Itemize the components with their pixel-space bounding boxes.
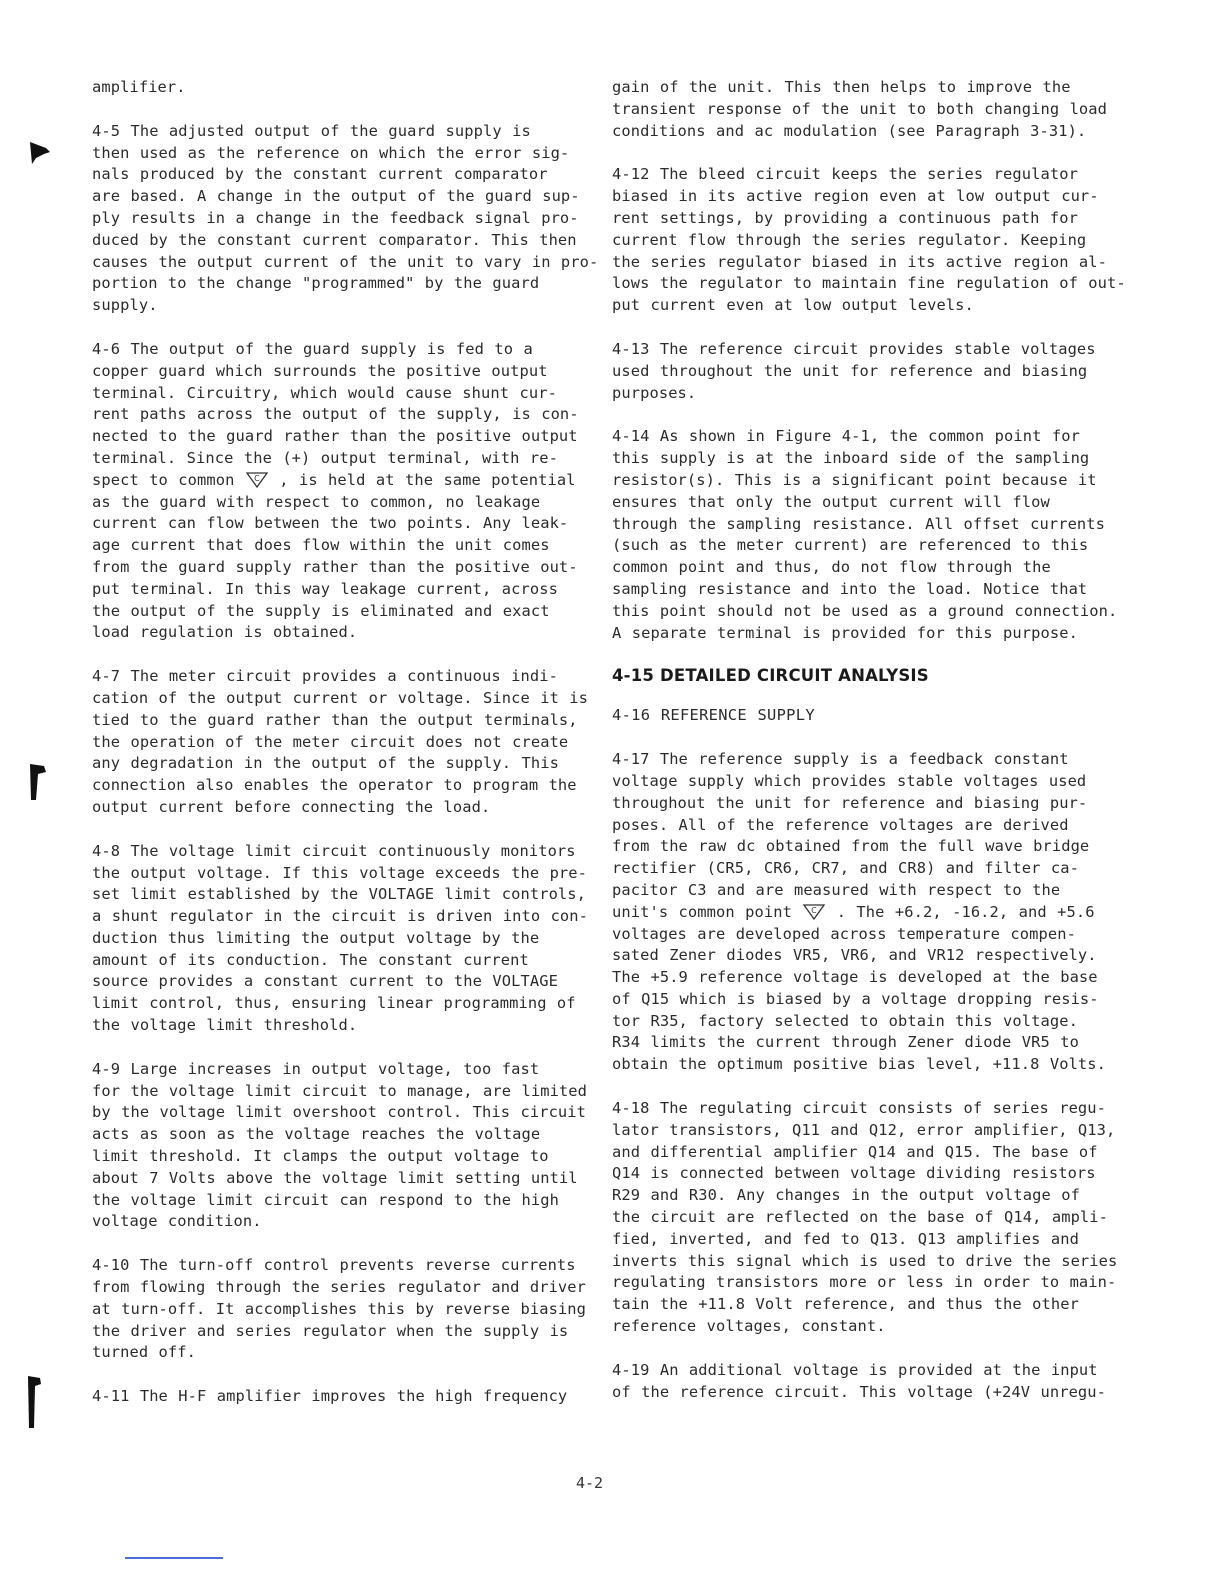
text-line: current can flow between the two points. Any leak- xyxy=(92,514,569,533)
paragraph-p-amplifier xyxy=(92,77,584,99)
text-line: pacitor C3 and are measured with respect to the xyxy=(612,880,1061,899)
text-line: put terminal. In this way leakage current, across xyxy=(92,579,558,598)
binder-mark-bottom xyxy=(26,1372,56,1434)
text-line: 4-18 The regulating circuit consists of series regu- xyxy=(612,1099,1107,1118)
text-line: A separate terminal is provided for this purpose. xyxy=(612,623,1078,642)
svg-text:C: C xyxy=(811,906,818,916)
text-line: from the raw dc obtained from the full wave bridge xyxy=(612,837,1090,856)
text-line: 4-13 The reference circuit provides stable voltages xyxy=(612,339,1096,358)
text-line: rent settings, by providing a continuous path for xyxy=(612,208,1078,227)
text-line: turned off. xyxy=(92,1343,197,1362)
text-line: copper guard which surrounds the positive output xyxy=(92,361,548,380)
text-line: this point should not be used as a ground connection. xyxy=(612,601,1118,620)
text-line: by the voltage limit overshoot control. This circuit xyxy=(92,1103,587,1122)
text-line: supply. xyxy=(92,296,158,315)
text-line: rent paths across the output of the supply, is con- xyxy=(92,405,579,424)
text-line: rectifier (CR5, CR6, CR7, and CR8) and filter ca- xyxy=(612,859,1079,878)
text-line: 4-17 The reference supply is a feedback constant xyxy=(612,750,1069,769)
text-line: a shunt regulator in the circuit is driven into con- xyxy=(92,907,589,926)
text-line: are based. A change in the output of the guard sup- xyxy=(92,187,580,206)
text-line: sampling resistance and into the load. Notice that xyxy=(612,579,1088,598)
text-line: the series regulator biased in its active region al- xyxy=(612,252,1108,271)
text-line: connection also enables the operator to program the xyxy=(92,776,577,795)
text-line: common point and thus, do not flow through the xyxy=(612,558,1051,577)
text-line: duction thus limiting the output voltage by the xyxy=(92,928,540,947)
paragraph-p-4-17 xyxy=(612,749,1112,1076)
text-line: the voltage limit threshold. xyxy=(92,1016,358,1035)
text-line: duced by the constant current comparator. This then xyxy=(92,230,577,249)
text-line: age current that does flow within the unit comes xyxy=(92,536,550,555)
text-line: used throughout the unit for reference and biasing xyxy=(612,361,1088,380)
text-line: unit's common point C . The +6.2, -16.2, and +5.6 xyxy=(612,902,1095,921)
paragraph-p-4-5 xyxy=(92,121,599,317)
text-line: the driver and series regulator when the supply is xyxy=(92,1321,569,1340)
text-line: poses. All of the reference voltages are derived xyxy=(612,815,1069,834)
paragraph-p-4-10 xyxy=(92,1255,587,1364)
text-line: of the reference circuit. This voltage (+24V unregu- xyxy=(612,1382,1107,1401)
text-line: limit control, thus, ensuring linear programming of xyxy=(92,994,576,1013)
text-line: spect to common C , is held at the same potential xyxy=(92,470,576,489)
text-line: the output of the supply is eliminated and exact xyxy=(92,601,550,620)
text-line: the output voltage. If this voltage exceeds the pre- xyxy=(92,863,588,882)
svg-text:C: C xyxy=(254,474,260,484)
text-line: then used as the reference on which the error sig- xyxy=(92,143,570,162)
left-column xyxy=(92,77,599,1430)
binder-mark-top xyxy=(28,140,62,190)
text-line: 4-11 The H-F amplifier improves the high frequency xyxy=(92,1387,568,1406)
text-line: Q14 is connected between voltage dividing resistors xyxy=(612,1164,1096,1183)
text-line: voltage supply which provides stable voltages used xyxy=(612,771,1087,790)
paragraph-p-4-8 xyxy=(92,841,589,1037)
scan-edge-line xyxy=(125,1557,223,1559)
paragraph-p-4-11 xyxy=(92,1386,584,1408)
text-line: and differential amplifier Q14 and Q15. The base of xyxy=(612,1142,1098,1161)
text-line: tain the +11.8 Volt reference, and thus the other xyxy=(612,1295,1079,1314)
text-line: acts as soon as the voltage reaches the voltage xyxy=(92,1125,541,1144)
text-line: fied, inverted, and fed to Q13. Q13 amplifies and xyxy=(612,1229,1079,1248)
text-line: terminal. Circuitry, which would cause shunt cur- xyxy=(92,383,557,402)
text-line: ensures that only the output current will flow xyxy=(612,492,1050,511)
text-line: the circuit are reflected on the base of Q14, ampli- xyxy=(612,1208,1109,1227)
text-line: R29 and R30. Any changes in the output voltage of xyxy=(612,1186,1080,1205)
paragraph-p-4-18 xyxy=(612,1098,1118,1338)
text-line: R34 limits the current through Zener diode VR5 to xyxy=(612,1033,1079,1052)
text-line: obtain the optimum positive bias level, +11.8 Volts. xyxy=(612,1055,1107,1074)
paragraph-p-4-6 xyxy=(92,339,584,644)
text-line: 4-14 As shown in Figure 4-1, the common point for xyxy=(612,427,1080,446)
text-line: tor R35, factory selected to obtain this voltage. xyxy=(612,1011,1078,1030)
text-line: for the voltage limit circuit to manage, are limited xyxy=(92,1081,588,1100)
text-line: output current before connecting the load. xyxy=(92,797,491,816)
text-line: from the guard supply rather than the positive out- xyxy=(92,557,578,576)
text-line: conditions and ac modulation (see Paragraph 3-31). xyxy=(612,121,1087,140)
text-line: gain of the unit. This then helps to improve the xyxy=(612,78,1071,96)
text-line: limit threshold. It clamps the output voltage to xyxy=(92,1147,549,1166)
text-line: terminal. Since the (+) output terminal, with re- xyxy=(92,448,558,467)
text-line: (such as the meter current) are referenced to this xyxy=(612,536,1089,555)
text-line: The +5.9 reference voltage is developed at the base xyxy=(612,968,1098,987)
text-line: 4-6 The output of the guard supply is fed to a xyxy=(92,339,533,358)
text-line: sated Zener diodes VR5, VR6, and VR12 respectively. xyxy=(612,946,1097,965)
text-line: voltages are developed across temperature compen- xyxy=(612,924,1076,943)
text-line: nected to the guard rather than the positive output xyxy=(92,427,578,446)
page-number: 4-2 xyxy=(576,1474,604,1492)
text-line: biased in its active region even at low output cur- xyxy=(612,187,1099,206)
text-line: amplifier. xyxy=(92,78,186,96)
paragraph-p-4-13 xyxy=(612,339,1112,404)
text-line: any degradation in the output of the supply. This xyxy=(92,754,559,773)
text-line: set limit established by the VOLTAGE limit controls, xyxy=(92,885,587,904)
text-line: lator transistors, Q11 and Q12, error amplifier, Q13, xyxy=(612,1120,1116,1139)
text-line: causes the output current of the unit to vary in pro- xyxy=(92,252,599,271)
subsection-heading: 4-16 REFERENCE SUPPLY xyxy=(612,706,815,725)
text-line: tied to the guard rather than the output terminals, xyxy=(92,710,578,729)
text-line: lows the regulator to maintain fine regulation of out- xyxy=(612,274,1126,293)
text-line: of Q15 which is biased by a voltage dropping resis- xyxy=(612,989,1099,1008)
text-line: load regulation is obtained. xyxy=(92,623,358,642)
text-line: amount of its conduction. The constant current xyxy=(92,950,529,969)
text-line: this supply is at the inboard side of the sampling xyxy=(612,449,1090,468)
text-line: from flowing through the series regulator and driver xyxy=(92,1278,587,1297)
text-line: resistor(s). This is a significant point because it xyxy=(612,470,1097,489)
text-line: 4-19 An additional voltage is provided at the input xyxy=(612,1360,1098,1379)
text-line: about 7 Volts above the voltage limit setting until xyxy=(92,1168,578,1187)
paragraph-p-4-14 xyxy=(612,426,1118,644)
paragraph-p-gain xyxy=(612,77,1112,142)
common-ground-icon xyxy=(245,471,269,489)
binder-mark-middle xyxy=(28,760,58,820)
text-line: at turn-off. It accomplishes this by reverse biasing xyxy=(92,1299,587,1318)
text-line: inverts this signal which is used to drive the series xyxy=(612,1251,1118,1270)
section-heading: 4-15 DETAILED CIRCUIT ANALYSIS xyxy=(612,666,929,686)
text-line: current flow through the series regulator. Keeping xyxy=(612,230,1087,249)
text-line: 4-7 The meter circuit provides a continuous indi- xyxy=(92,667,558,686)
text-line: 4-5 The adjusted output of the guard supply is xyxy=(92,121,531,140)
text-line: portion to the change "programmed" by the guard xyxy=(92,274,540,293)
text-line: throughout the unit for reference and biasing pur- xyxy=(612,793,1088,812)
text-line: the voltage limit circuit can respond to the high xyxy=(92,1190,559,1209)
text-line: nals produced by the constant current comparator xyxy=(92,165,548,184)
text-line: 4-10 The turn-off control prevents reverse currents xyxy=(92,1256,576,1275)
text-line: transient response of the unit to both changing load xyxy=(612,99,1108,118)
right-column xyxy=(612,77,1126,1425)
text-line: purposes. xyxy=(612,383,697,402)
text-line: source provides a constant current to the VOLTAGE xyxy=(92,972,558,991)
text-line: as the guard with respect to common, no leakage xyxy=(92,492,541,511)
text-line: 4-9 Large increases in output voltage, too fast xyxy=(92,1059,540,1078)
paragraph-p-4-7 xyxy=(92,666,589,819)
text-line: voltage condition. xyxy=(92,1212,262,1231)
common-ground-icon xyxy=(802,903,826,921)
text-line: cation of the output current or voltage. Since it is xyxy=(92,688,589,707)
text-line: put current even at low output levels. xyxy=(612,296,974,315)
text-line: regulating transistors more or less in order to main- xyxy=(612,1273,1117,1292)
text-line: 4-8 The voltage limit circuit continuously monitors xyxy=(92,841,576,860)
text-line: the operation of the meter circuit does not create xyxy=(92,732,569,751)
paragraph-p-4-19 xyxy=(612,1360,1112,1404)
text-line: reference voltages, constant. xyxy=(612,1317,886,1336)
text-line: 4-12 The bleed circuit keeps the series regulator xyxy=(612,165,1078,184)
text-line: through the sampling resistance. All offset currents xyxy=(612,514,1106,533)
paragraph-p-4-9 xyxy=(92,1059,588,1233)
paragraph-p-4-12 xyxy=(612,164,1126,317)
text-line: ply results in a change in the feedback signal pro- xyxy=(92,208,579,227)
